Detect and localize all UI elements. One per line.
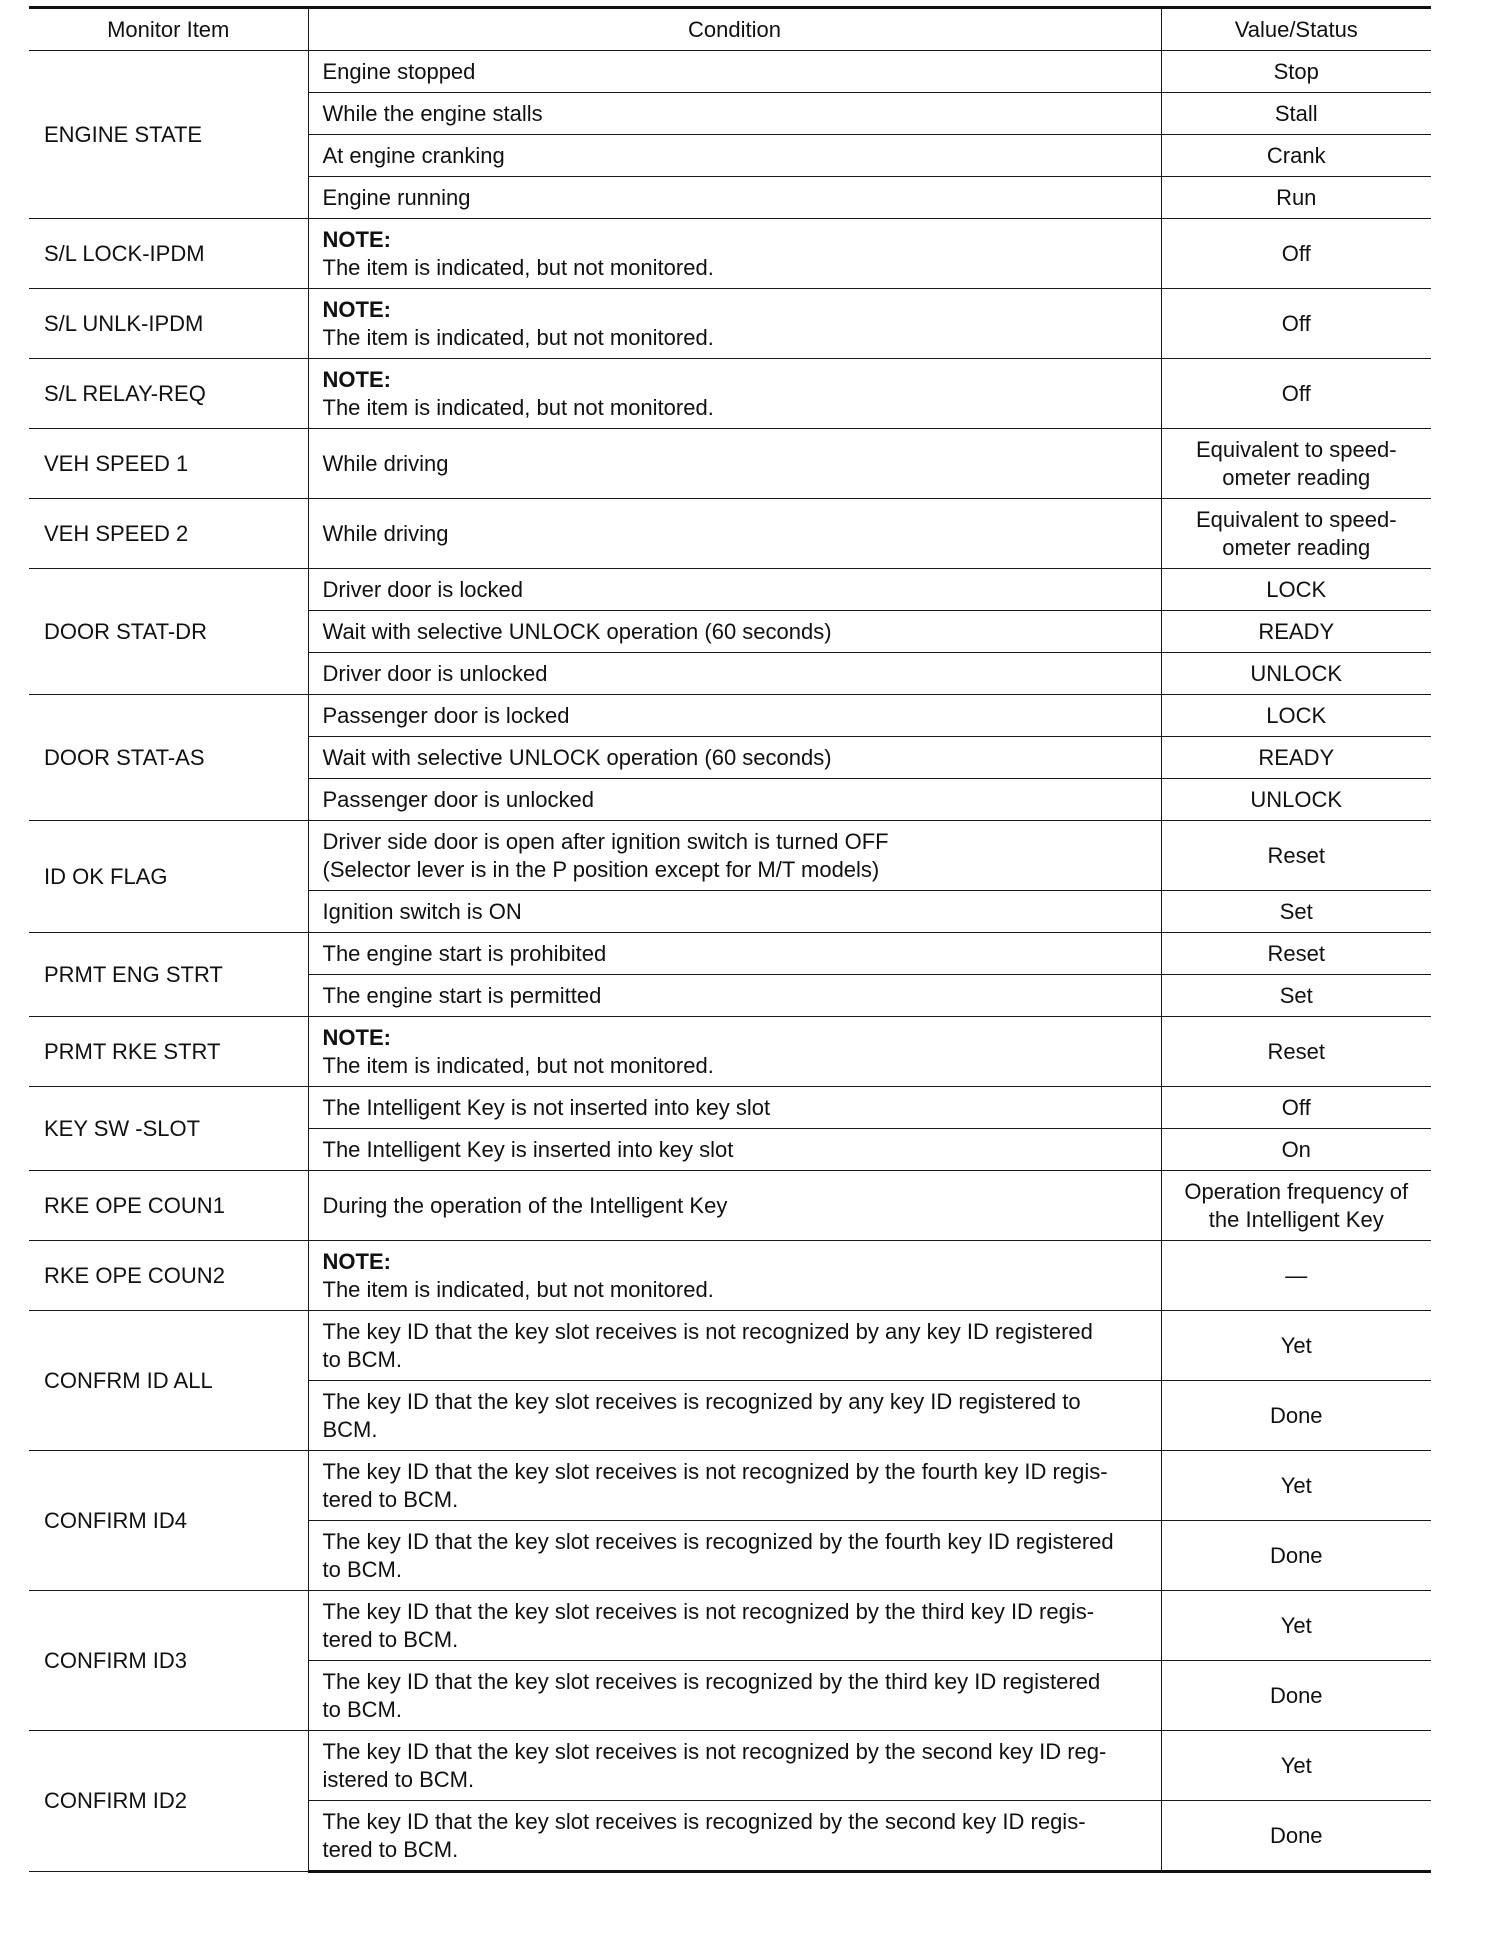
table-row [29,821,1431,891]
table-row [29,1451,1431,1521]
header-value-status: Value/Status [1161,8,1431,51]
condition-cell [308,1801,1161,1872]
value-status-cell: Crank [1161,135,1431,177]
table-row [29,1731,1431,1801]
condition-cell [308,135,1161,177]
condition-cell [308,653,1161,695]
note-text: The item is indicated, but not monitored. [322,324,714,350]
condition-cell [308,975,1161,1017]
condition-cell [308,611,1161,653]
monitor-item-cell: RKE OPE COUN1 [29,1171,308,1241]
monitor-item-cell: CONFIRM ID3 [29,1591,308,1731]
table-row [29,359,1431,429]
monitor-item-cell: DOOR STAT-AS [29,695,308,821]
value-status-cell: Yet [1161,1591,1431,1661]
monitor-item-cell: PRMT ENG STRT [29,933,308,1017]
value-status-cell: Stop [1161,51,1431,93]
value-status-cell: Stall [1161,93,1431,135]
condition-text: The key ID that the key slot receives is not recognized by the second key ID reg- istered to BCM. [322,1738,1107,1792]
condition-cell [308,177,1161,219]
condition-text: At engine cranking [322,142,505,168]
monitor-item-cell: VEH SPEED 2 [29,499,308,569]
note-label: NOTE: [322,366,391,392]
value-status-cell: Off [1161,289,1431,359]
condition-text: The key ID that the key slot receives is recognized by the third key ID registered to BCM. [322,1668,1101,1722]
condition-cell [308,1451,1161,1521]
table-row [29,1087,1431,1129]
table-row [29,1017,1431,1087]
condition-cell [308,1017,1161,1087]
table-header-row [29,8,1431,51]
condition-cell [308,821,1161,891]
condition-text: Engine running [322,184,471,210]
condition-text: The engine start is permitted [322,982,602,1008]
condition-cell [308,1311,1161,1381]
condition-text: The key ID that the key slot receives is recognized by the second key ID regis- tered to BCM. [322,1808,1086,1862]
condition-cell [308,1381,1161,1451]
condition-text: During the operation of the Intelligent Key [322,1192,728,1218]
value-status-cell: Set [1161,891,1431,933]
value-status-cell: Reset [1161,1017,1431,1087]
value-status-cell: Off [1161,219,1431,289]
table-row [29,1591,1431,1661]
condition-text: The key ID that the key slot receives is not recognized by the fourth key ID regis- tered to BCM. [322,1458,1108,1512]
condition-cell [308,289,1161,359]
condition-cell [308,219,1161,289]
value-status-cell: Equivalent to speed- ometer reading [1161,499,1431,569]
monitor-item-table [29,6,1431,1873]
condition-text: While driving [322,450,449,476]
value-status-cell: Operation frequency of the Intelligent Key [1161,1171,1431,1241]
table-row [29,219,1431,289]
value-status-cell: Yet [1161,1451,1431,1521]
table-body [29,51,1431,1872]
value-status-cell: READY [1161,737,1431,779]
monitor-item-cell: RKE OPE COUN2 [29,1241,308,1311]
table-row [29,695,1431,737]
condition-cell [308,1087,1161,1129]
condition-cell [308,1731,1161,1801]
condition-cell [308,1591,1161,1661]
monitor-item-cell: CONFRM ID ALL [29,1311,308,1451]
value-status-cell: Done [1161,1521,1431,1591]
note-label: NOTE: [322,1024,391,1050]
note-label: NOTE: [322,296,391,322]
value-status-cell: Done [1161,1661,1431,1731]
condition-cell [308,779,1161,821]
condition-cell [308,1129,1161,1171]
condition-cell [308,51,1161,93]
value-status-cell: — [1161,1241,1431,1311]
condition-text: While driving [322,520,449,546]
table-row [29,51,1431,93]
condition-cell [308,1661,1161,1731]
note-label: NOTE: [322,1248,391,1274]
condition-cell [308,933,1161,975]
table-row [29,1241,1431,1311]
note-text: The item is indicated, but not monitored. [322,394,714,420]
value-status-cell: Done [1161,1381,1431,1451]
monitor-item-cell: VEH SPEED 1 [29,429,308,499]
value-status-cell: Equivalent to speed- ometer reading [1161,429,1431,499]
value-status-cell: On [1161,1129,1431,1171]
monitor-item-cell: CONFIRM ID4 [29,1451,308,1591]
condition-text: Wait with selective UNLOCK operation (60 seconds) [322,618,832,644]
value-status-cell: UNLOCK [1161,779,1431,821]
condition-text: The Intelligent Key is not inserted into key slot [322,1094,771,1120]
condition-text: The key ID that the key slot receives is recognized by the fourth key ID registered to BCM. [322,1528,1114,1582]
value-status-cell: LOCK [1161,695,1431,737]
condition-cell [308,1521,1161,1591]
header-monitor-item: Monitor Item [29,8,308,51]
condition-cell [308,1241,1161,1311]
table-row [29,569,1431,611]
table-row [29,429,1431,499]
condition-text: The key ID that the key slot receives is recognized by any key ID registered to BCM. [322,1388,1081,1442]
note-text: The item is indicated, but not monitored. [322,1276,714,1302]
table-row [29,1171,1431,1241]
monitor-item-cell: CONFIRM ID2 [29,1731,308,1872]
value-status-cell: LOCK [1161,569,1431,611]
condition-text: The key ID that the key slot receives is not recognized by any key ID registered to BCM. [322,1318,1093,1372]
value-status-cell: Yet [1161,1311,1431,1381]
value-status-cell: Done [1161,1801,1431,1872]
condition-cell [308,93,1161,135]
condition-text: Passenger door is locked [322,702,570,728]
condition-cell [308,429,1161,499]
condition-cell [308,891,1161,933]
table-row [29,289,1431,359]
condition-text: Engine stopped [322,58,476,84]
condition-cell [308,569,1161,611]
value-status-cell: Yet [1161,1731,1431,1801]
note-label: NOTE: [322,226,391,252]
value-status-cell: READY [1161,611,1431,653]
condition-cell [308,499,1161,569]
monitor-item-cell: S/L RELAY-REQ [29,359,308,429]
condition-text: Driver door is locked [322,576,524,602]
header-condition: Condition [308,8,1161,51]
value-status-cell: Reset [1161,933,1431,975]
value-status-cell: UNLOCK [1161,653,1431,695]
value-status-cell: Off [1161,359,1431,429]
condition-text: The key ID that the key slot receives is not recognized by the third key ID regis- tered to BCM. [322,1598,1095,1652]
condition-text: Wait with selective UNLOCK operation (60 seconds) [322,744,832,770]
condition-cell [308,695,1161,737]
condition-text: Driver door is unlocked [322,660,548,686]
monitor-item-cell: S/L UNLK-IPDM [29,289,308,359]
condition-text: Ignition switch is ON [322,898,522,924]
note-text: The item is indicated, but not monitored. [322,1052,714,1078]
condition-cell [308,1171,1161,1241]
value-status-cell: Run [1161,177,1431,219]
condition-cell [308,737,1161,779]
condition-cell [308,359,1161,429]
condition-text: Driver side door is open after ignition switch is turned OFF (Selector lever is in the P position except for M/T models) [322,828,889,882]
condition-text: While the engine stalls [322,100,543,126]
value-status-cell: Set [1161,975,1431,1017]
condition-text: The Intelligent Key is inserted into key slot [322,1136,734,1162]
monitor-item-cell: ID OK FLAG [29,821,308,933]
monitor-item-cell: PRMT RKE STRT [29,1017,308,1087]
table-row [29,499,1431,569]
value-status-cell: Reset [1161,821,1431,891]
monitor-item-cell: DOOR STAT-DR [29,569,308,695]
condition-text: The engine start is prohibited [322,940,607,966]
note-text: The item is indicated, but not monitored. [322,254,714,280]
table-row [29,933,1431,975]
monitor-item-cell: ENGINE STATE [29,51,308,219]
monitor-item-cell: KEY SW -SLOT [29,1087,308,1171]
table-row [29,1311,1431,1381]
monitor-item-cell: S/L LOCK-IPDM [29,219,308,289]
condition-text: Passenger door is unlocked [322,786,594,812]
value-status-cell: Off [1161,1087,1431,1129]
